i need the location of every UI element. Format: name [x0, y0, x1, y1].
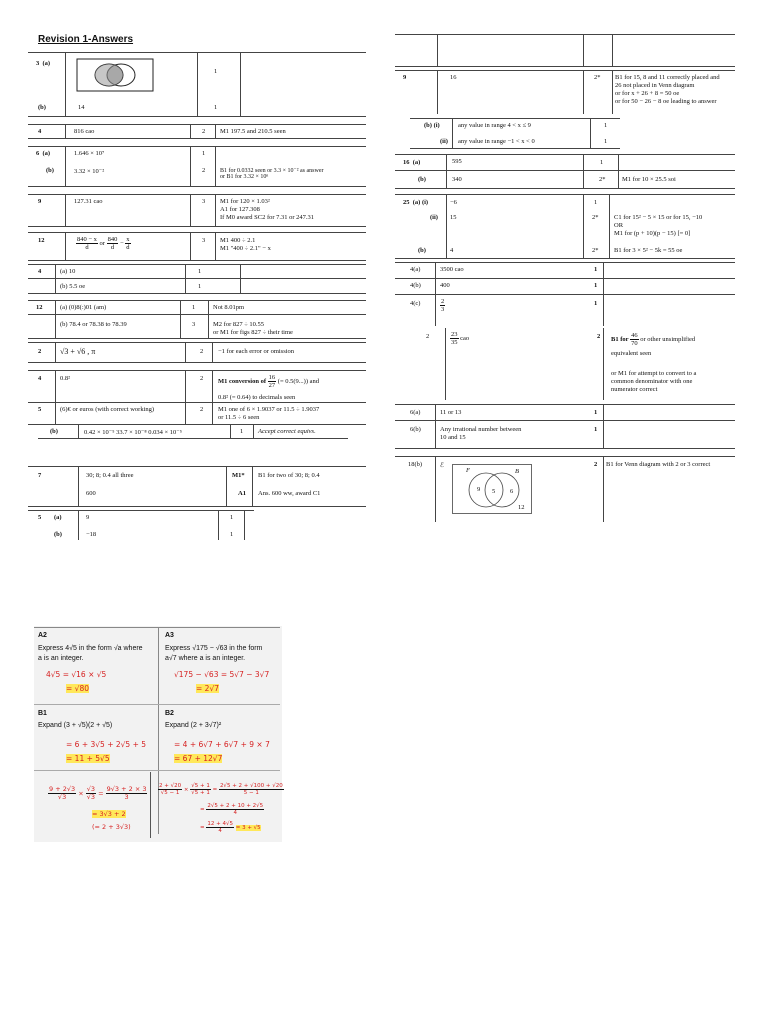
q3-mark-b: 1: [214, 104, 218, 111]
q5c-answer-a: 9: [86, 514, 90, 521]
r-q4b-answer: 400: [440, 282, 450, 289]
q6-note-1: B1 for 0.0332 seen or 3.3 × 10⁻² as answer: [220, 168, 324, 174]
r-q9b-mark-ii: 1: [604, 138, 608, 145]
q4c-mark: 2: [200, 375, 204, 382]
r-q9-note-3: or for x + 26 + 8 = 50 oe: [615, 90, 680, 97]
r-q6-number: [403, 39, 408, 46]
r-q25-note-2: OR: [614, 222, 624, 229]
r-q25-part-aii: (ii): [430, 214, 438, 221]
a2-answer: = √80: [66, 684, 89, 693]
q5c-answer-b: −18: [86, 531, 97, 538]
r-q9-note-2: 26 not placed in Venn diagram: [615, 82, 695, 89]
q6-answer-a: 1.646 × 10⁷: [74, 150, 105, 157]
c2-working-1: $\frac{2 + √20}{√5 - 1}$ × $\frac{√5 + 1}{√5 + 1}$ = $\frac{2√5 + 2 + √100 + √20}{5 - 1}$: [159, 783, 283, 797]
r-q25-mark-aii: 2*: [592, 214, 599, 221]
q2-mark: 2: [200, 348, 204, 355]
r-q9-answer: 16: [450, 74, 457, 81]
venn-diagram-a: [75, 57, 155, 93]
venn-diagram-18: [452, 464, 532, 514]
b2-label: B2: [165, 710, 174, 717]
r-q9b-mark-i: 1: [604, 122, 608, 129]
q4b-number: 4: [38, 268, 42, 275]
q4b-mark-a: 1: [198, 268, 202, 275]
r-q25-mark-ai: 1: [594, 199, 598, 206]
venn-value-f-only: 9: [477, 486, 481, 493]
q5-note-1: M1 one of 6 × 1.9037 or 11.5 ÷ 1.9037: [218, 406, 320, 413]
q12b-mark-a: 1: [192, 304, 196, 311]
q5-note-2: or 11.5 ÷ 6 seen: [218, 414, 260, 421]
q4-number: 4: [38, 128, 42, 135]
r-q4b-number: 4(b): [410, 282, 421, 289]
q9-note-3: If M0 award SC2 for 7.31 or 247.31: [220, 214, 315, 221]
r-q2-m3: numerator correct: [611, 386, 658, 393]
r-q16-number: 16 (a): [403, 159, 421, 166]
r-q25-part-b: (b): [418, 247, 426, 254]
r-q18-mark: 2: [594, 461, 598, 468]
r-q6a-answer: 11 or 13: [440, 409, 462, 416]
q9-number: 9: [38, 198, 42, 205]
r-q16-mark-a: 1: [600, 159, 604, 166]
q4c-answer: 0.8²: [60, 375, 71, 382]
q7-number: 7: [38, 472, 42, 479]
a3-label: A3: [165, 632, 174, 639]
r-q4a-mark: 1: [594, 266, 598, 273]
q5c-mark-a: 1: [230, 514, 234, 521]
a2-question-2: a is an integer.: [38, 655, 84, 662]
q12b-answer-b: (b) 78.4 or 78.38 to 78.39: [60, 321, 127, 328]
q9-answer: 127.31 cao: [74, 198, 103, 205]
r-q2-m1: or M1 for attempt to convert to a: [611, 370, 697, 377]
q5-mark: 2: [200, 406, 204, 413]
r-q16-part-b: (b): [418, 176, 426, 183]
q12-answer: $\frac{840 - x}{d}$ or $\frac{840}{d}$ − $\frac{x}{d}$: [77, 236, 130, 252]
b2-working-1: = 4 + 6√7 + 6√7 + 9 × 7: [174, 740, 270, 749]
q5-answer: (6)€ or euros (with correct working): [60, 406, 155, 413]
q5b-note: Accept correct equivs.: [258, 428, 316, 435]
q12b-note-b1: M2 for 827 ÷ 10.55: [213, 321, 265, 328]
b2-answer: = 67 + 12√7: [174, 754, 223, 763]
q6-mark-b: 2: [202, 167, 206, 174]
r-q9-mark: 2*: [594, 74, 601, 81]
q5b-part: (b): [50, 428, 58, 435]
b1-question: Expand (3 + √5)(2 + √5): [38, 722, 113, 729]
q9-note-2: A1 for 127.308: [220, 206, 260, 213]
q5c-mark-b: 1: [230, 531, 234, 538]
r-q4a-answer: 3500 cao: [440, 266, 464, 273]
q5c-part-a: (a): [54, 514, 62, 521]
c2-working-2: = $\frac{2√5 + 2 + 10 + 2√5}{4}$: [200, 803, 264, 817]
r-q6b-mark: 1: [594, 426, 598, 433]
r-q25-note-b: B1 for 3 × 5² − 5k = 55 oe: [614, 247, 683, 254]
r-q25-mark-b: 2*: [592, 247, 599, 254]
q12-note-2: M1 "400 ÷ 2.1" − x: [220, 245, 271, 252]
r-q2-b1: B1 for $\frac{46}{70}$ or other unsimplified: [611, 332, 696, 348]
r-q25-answer-b: 4: [450, 247, 454, 254]
r-q25-answer-ai: −6: [450, 199, 457, 206]
r-q9-number: 9: [403, 74, 407, 81]
r-q16-answer-b: 340: [452, 176, 462, 183]
c1-answer: = 3√3 + 2: [92, 810, 126, 818]
r-q25-number: 25 (a) (i): [403, 199, 429, 206]
r-q16-note-b: M1 for 10 × 25.5 soi: [622, 176, 676, 183]
a3-question-1: Express √175 − √63 in the form: [165, 645, 263, 652]
r-q18-number: 18(b): [408, 461, 423, 468]
a3-working-1: √175 − √63 = 5√7 − 3√7: [174, 670, 270, 679]
q5c-part-b: (b): [54, 531, 62, 538]
q6-mark-a: 1: [202, 150, 206, 157]
r-q4c-mark: 1: [594, 300, 598, 307]
b1-answer: = 11 + 5√5: [66, 754, 110, 763]
q4-notes: M1 197.5 and 210.5 seen: [220, 128, 286, 135]
q4b-mark-b: 1: [198, 283, 202, 290]
r-q9-note-4: or for 50 − 26 − 8 oe leading to answer: [615, 98, 717, 105]
venn-value-both: 5: [492, 488, 496, 495]
q2-note: −1 for each error or omission: [218, 348, 295, 355]
page-title: Revision 1-Answers: [38, 34, 134, 45]
r-q2-b2: equivalent seen: [611, 350, 652, 357]
a2-question-1: Express 4√5 in the form √a where: [38, 645, 143, 652]
q7-note-2: Ans. 600 ww, award C1: [258, 490, 321, 497]
c1-alt-answer: (= 2 + 3√3): [92, 823, 131, 831]
q6-note-2: or B1 for 3.32 × 10ⁿ: [220, 174, 269, 180]
r-q25-answer-aii: 15: [450, 214, 457, 221]
b1-label: B1: [38, 710, 47, 717]
r-q4c-number: 4(c): [410, 300, 421, 307]
r-q6a-number: 6(a): [410, 409, 421, 416]
q4b-answer-b: (b) 5.5 oe: [60, 283, 86, 290]
a2-label: A2: [38, 632, 47, 639]
q4-answer: 816 cao: [74, 128, 95, 135]
q4c-number: 4: [38, 375, 42, 382]
q5b-mark: 1: [240, 428, 244, 435]
venn-label-b: B: [515, 468, 519, 475]
r-q4a-number: 4(a): [410, 266, 421, 273]
a3-answer: = 2√7: [196, 684, 219, 693]
b2-question: Expand (2 + 3√7)²: [165, 722, 222, 729]
r-q9-note-1: B1 for 15, 8 and 11 correctly placed and: [615, 74, 720, 81]
q4-mark: 2: [202, 128, 206, 135]
r-q2-number: 2: [426, 333, 430, 340]
venn-value-b-only: 6: [510, 488, 514, 495]
q7-answer-1: 30; 8; 0.4 all three: [86, 472, 134, 479]
q9-mark: 3: [202, 198, 206, 205]
r-q6a-mark: 1: [594, 409, 598, 416]
q7-answer-2: 600: [86, 490, 96, 497]
q5-number: 5: [38, 406, 42, 413]
r-q2-mark: 2: [597, 333, 601, 340]
q12-number: 12: [38, 237, 45, 244]
r-q6b-answer-2: 10 and 15: [440, 434, 466, 441]
r-q4b-mark: 1: [594, 282, 598, 289]
a3-question-2: a√7 where a is an integer.: [165, 655, 246, 662]
r-q16-answer-a: 595: [452, 158, 462, 165]
q2-answer: √3 + √6 , π: [60, 347, 96, 356]
q12-mark: 3: [202, 237, 206, 244]
q12b-answer-a: (a) (0)8(:)01 (am): [60, 304, 107, 311]
b1-working-1: = 6 + 3√5 + 2√5 + 5: [66, 740, 147, 749]
r-q9b-answer-ii: any value in range −1 < x < 0: [458, 138, 535, 145]
q4b-answer-a: (a) 10: [60, 268, 76, 275]
q12b-mark-b: 3: [192, 321, 196, 328]
r-q16-mark-b: 2*: [599, 176, 606, 183]
q9-note-1: M1 for 120 × 1.03²: [220, 198, 270, 205]
q5b-answer: 0.42 × 10⁻⁵ 33.7 × 10⁻⁸ 0.034 × 10⁻⁵: [84, 429, 182, 436]
q6-part-b: (b): [46, 167, 54, 174]
q7-mark-1: M1*: [232, 472, 245, 479]
q3-part-b: (b): [38, 104, 46, 111]
q3-number: 3 (a): [36, 60, 51, 67]
r-q2-m2: common denominator with one: [611, 378, 693, 385]
r-q9b-part-ii: (ii): [440, 138, 448, 145]
q3-answer-b: 14: [78, 104, 85, 111]
r-q9b-part-i: (b) (i): [424, 122, 440, 129]
r-q2-answer: $\frac{23}{35}$ cao: [451, 331, 470, 347]
q2-number: 2: [38, 348, 42, 355]
r-q25-note-1: C1 for 15² − 5 × 15 or for 15, −10: [614, 214, 703, 221]
venn-value-outside: 12: [518, 504, 525, 511]
r-q4c-answer: $\frac{2}{3}$: [441, 298, 445, 314]
q6-number: 6 (a): [36, 150, 51, 157]
q3-mark-a: 1: [214, 68, 218, 75]
r-q18-universal: ℰ: [440, 462, 444, 469]
q12b-number: 12: [36, 304, 43, 311]
q12-note-1: M1 400 ÷ 2.1: [220, 237, 256, 244]
q5c-number: 5: [38, 514, 42, 521]
q4c-note-1: M1 conversion of $\frac{16}{27}$ (= 0.5(9...)) and: [218, 374, 319, 390]
r-q18-note: B1 for Venn diagram with 2 or 3 correct: [606, 461, 711, 468]
venn-label-f: F: [466, 467, 470, 474]
q6-answer-b: 3.32 × 10⁻²: [74, 168, 105, 175]
q12b-note-b2: or M1 for figs 827 ÷ their time: [213, 329, 293, 336]
q4c-note-2: 0.8² (= 0.64) to decimals seen: [218, 394, 296, 401]
a2-working-1: 4√5 = √16 × √5: [46, 670, 107, 679]
r-q6b-number: 6(b): [410, 426, 421, 433]
r-q25-note-3: M1 for (p + 10)(p − 15) [= 0]: [614, 230, 691, 237]
q7-mark-2: A1: [238, 490, 246, 497]
r-q6b-answer-1: Any irrational number between: [440, 426, 522, 433]
r-q9b-answer-i: any value in range 4 < x ≤ 9: [458, 122, 531, 129]
q12b-note-a: Not 8.01pm: [213, 304, 245, 311]
c2-answer: = $\frac{12 + 4√5}{4}$ = 3 + √5: [200, 821, 261, 835]
q7-note-1: B1 for two of 30; 8; 0.4: [258, 472, 320, 479]
c1-working-1: $\frac{9 + 2√3}{√3}$ × $\frac{√3}{√3}$ = $\frac{9√3 + 2 \times 3}{3}$: [49, 785, 147, 802]
